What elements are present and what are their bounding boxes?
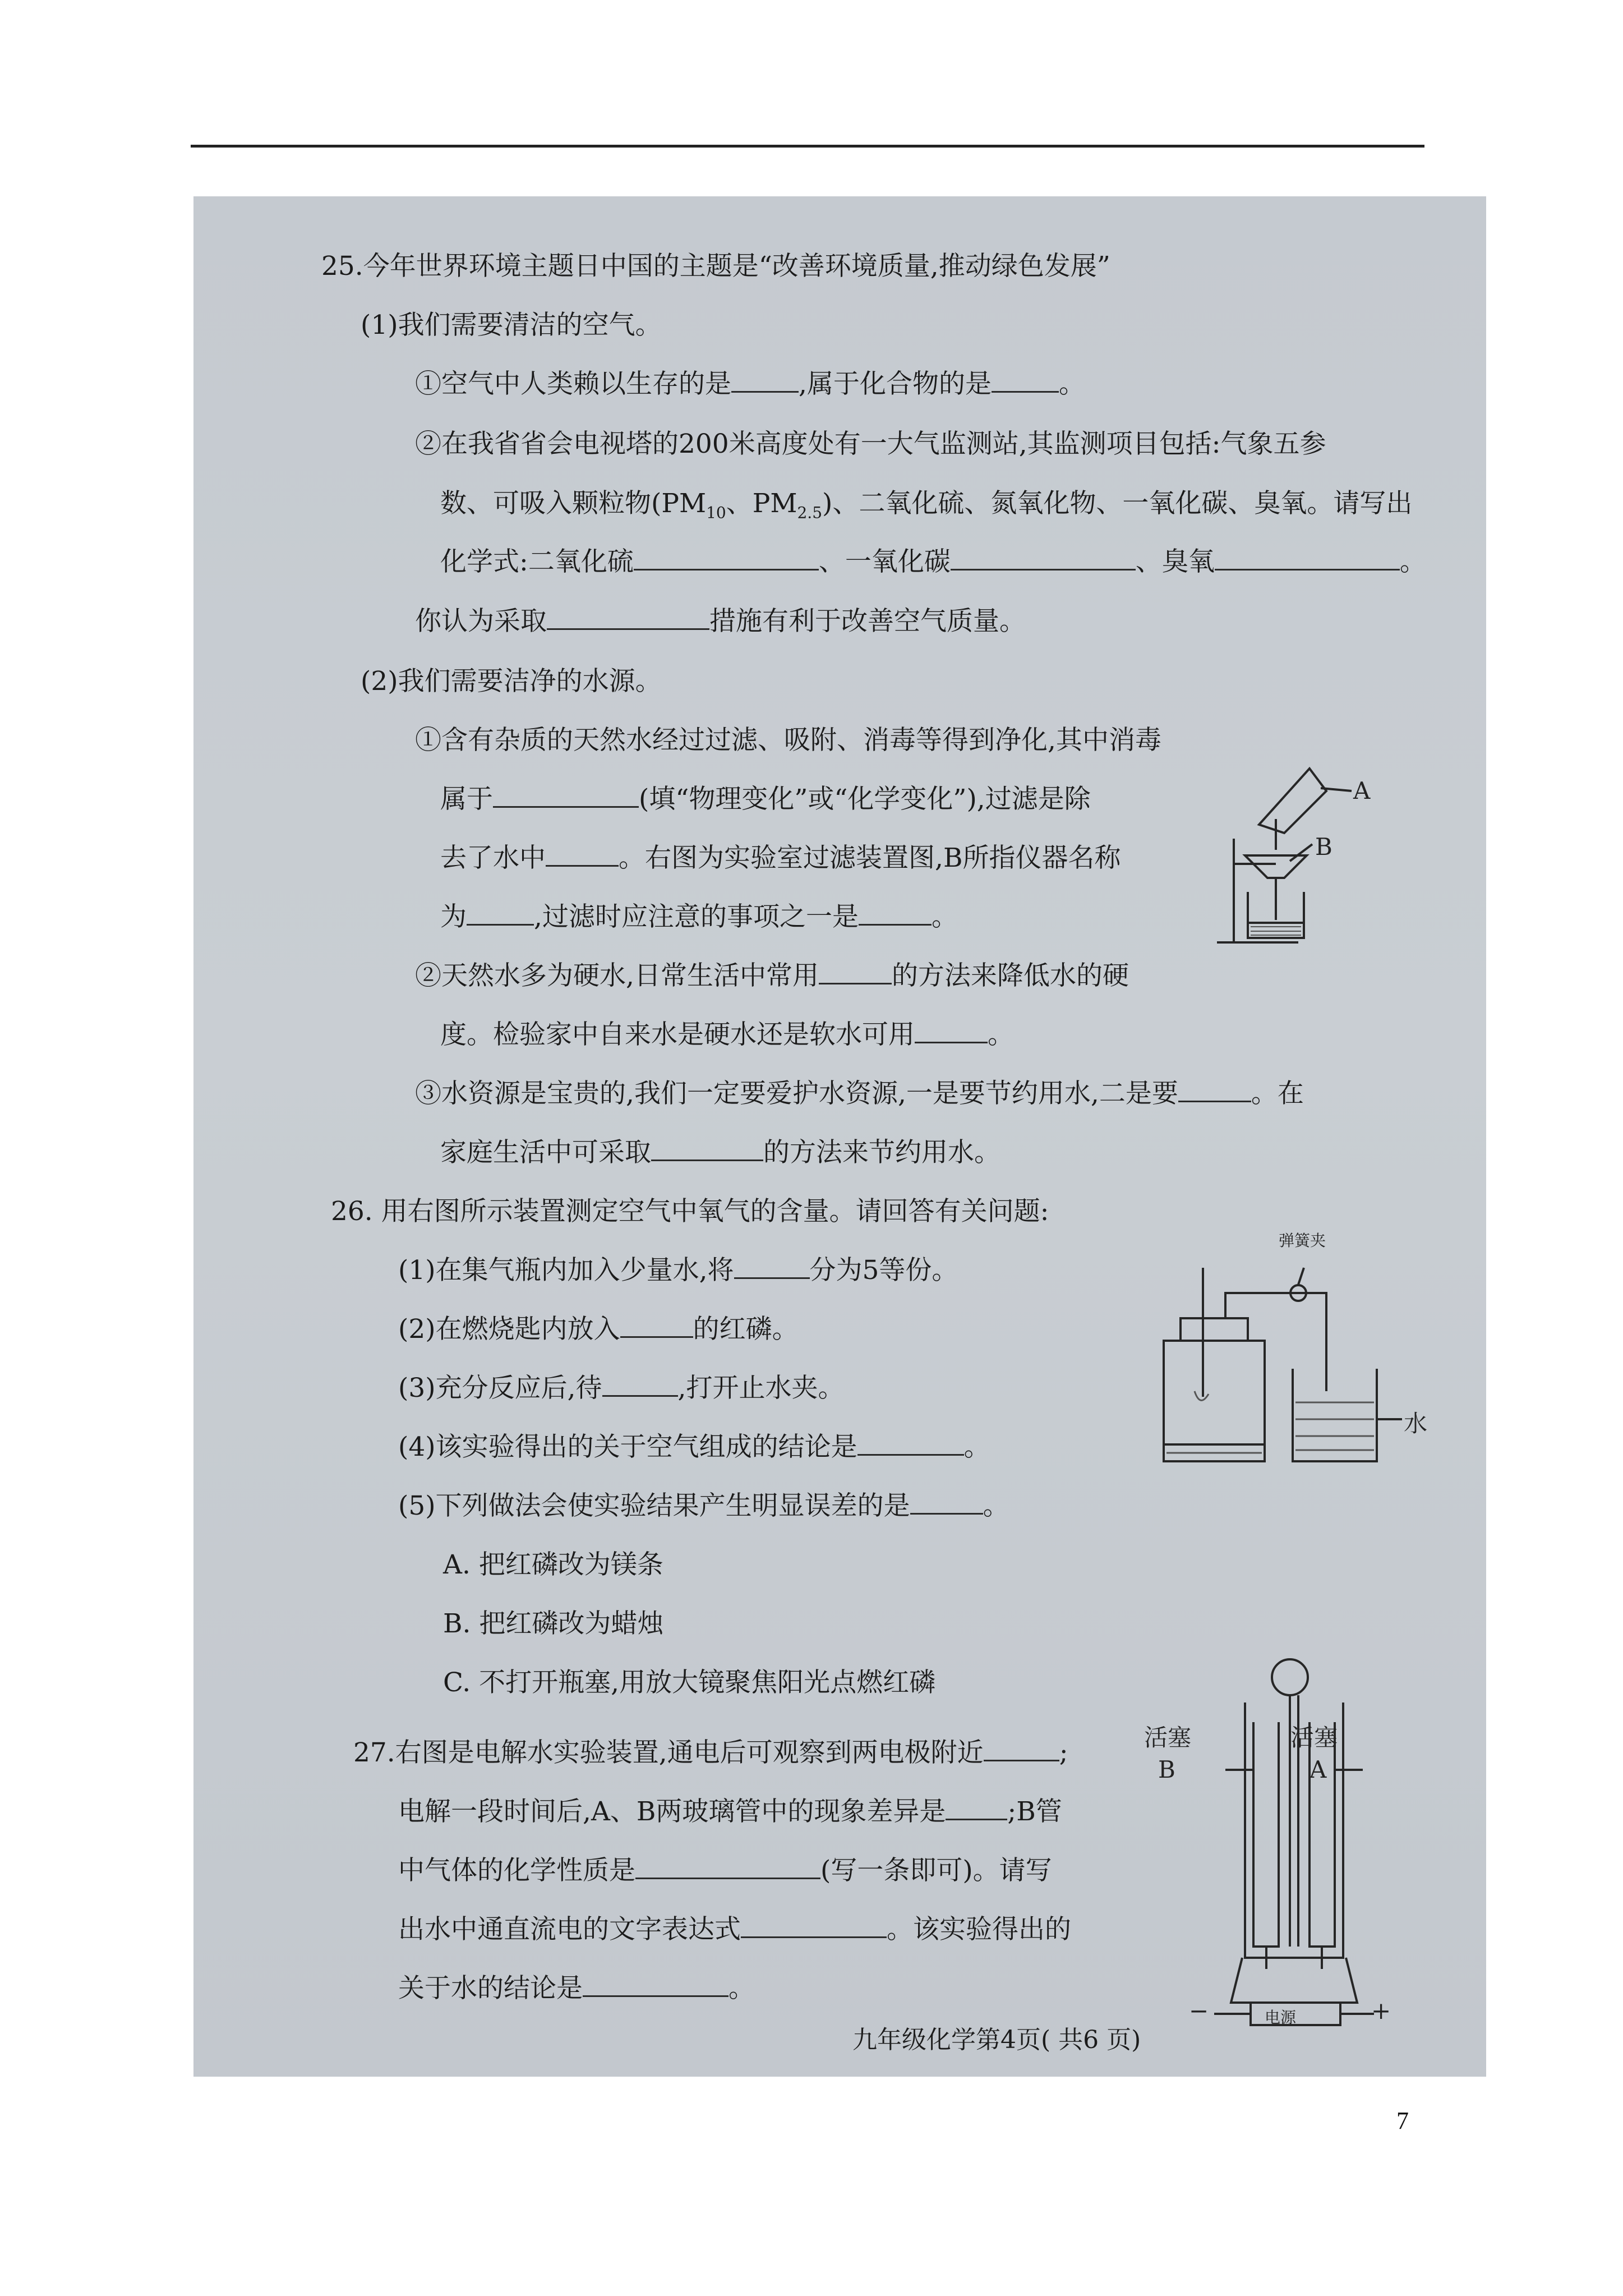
answer-blank[interactable]: [946, 1796, 1007, 1820]
answer-blank[interactable]: [635, 1855, 820, 1879]
q26-s4: (4)该实验得出的关于空气组成的结论是 。: [398, 1432, 990, 1462]
spring-clip-label: 弹簧夹: [1279, 1231, 1326, 1250]
answer-blank[interactable]: [467, 901, 534, 926]
q27-line3: 中气体的化学性质是 (写一条即可)。请写: [398, 1855, 1052, 1886]
filter-label-b: B: [1315, 833, 1332, 861]
q25-p2-item2-line2: 度。检验家中自来水是硬水还是软水可用 。: [440, 1019, 1014, 1050]
q25-p2-item1-line1: ①含有杂质的天然水经过过滤、吸附、消毒等得到净化,其中消毒: [415, 725, 1161, 756]
q27-line1: 27.右图是电解水实验装置,通电后可观察到两电极附近 ;: [353, 1737, 1068, 1768]
tube-label-b: B: [1158, 1756, 1175, 1783]
q27-line5: 关于水的结论是 。: [398, 1973, 755, 2004]
q25-p2-item1-line3: 去了水中 。右图为实验室过滤装置图,B所指仪器名称: [440, 843, 1121, 873]
answer-blank[interactable]: [634, 546, 819, 570]
answer-blank[interactable]: [741, 1914, 887, 1938]
q26-option-a: A. 把红磷改为镁条: [443, 1549, 663, 1580]
q26-s2: (2)在燃烧匙内放入 的红磷。: [398, 1314, 799, 1345]
answer-blank[interactable]: [583, 1973, 728, 1997]
answer-blank[interactable]: [493, 784, 639, 808]
answer-blank[interactable]: [859, 901, 932, 926]
q25-p1-item2-line4: 你认为采取 措施有利于改善空气质量。: [415, 606, 1026, 637]
q26-option-b: B. 把红磷改为蜡烛: [443, 1608, 664, 1639]
q25-p2-item1-line4: 为 ,过滤时应注意的事项之一是 。: [440, 901, 958, 932]
q25-title: 25.今年世界环境主题日中国的主题是“改善环境质量,推动绿色发展”: [321, 251, 1110, 282]
valve-label-right: 活塞: [1290, 1724, 1338, 1751]
q27-line2: 电解一段时间后,A、B两玻璃管中的现象差异是 ;B管: [398, 1796, 1062, 1827]
q25-p2-item3-line2: 家庭生活中可采取 的方法来节约用水。: [440, 1137, 1000, 1168]
electrolysis-apparatus-figure: [1192, 1655, 1394, 2047]
q25-p1-item2-line1: ②在我省省会电视塔的200米高度处有一大气监测站,其监测项目包括:气象五参: [415, 429, 1326, 459]
answer-blank[interactable]: [651, 1137, 763, 1161]
q26-s3: (3)充分反应后,待 ,打开止水夹。: [398, 1373, 845, 1404]
answer-blank[interactable]: [992, 369, 1059, 393]
filter-label-a: A: [1353, 777, 1371, 804]
answer-blank[interactable]: [857, 1432, 964, 1456]
q25-p2-item2-line1: ②天然水多为硬水,日常生活中常用 的方法来降低水的硬: [415, 960, 1129, 991]
q25-p1-item2-line3: 化学式:二氧化硫 、一氧化碳 、臭氧 。: [440, 546, 1426, 577]
q26-s1: (1)在集气瓶内加入少量水,将 分为5等份。: [398, 1255, 958, 1286]
answer-blank[interactable]: [951, 546, 1136, 570]
page-number: 7: [1396, 2107, 1409, 2134]
q25-p2-item1-line2: 属于 (填“物理变化”或“化学变化”),过滤是除: [440, 784, 1091, 815]
q25-p1-item2-line2: 数、可吸入颗粒物($PM_{10}$、$PM_{2.5}$)、二氧化硫、氮氧化物、一氧化碳、臭氧。请写出: [440, 488, 1413, 522]
answer-blank[interactable]: [734, 1255, 810, 1279]
answer-blank[interactable]: [1178, 1078, 1251, 1102]
q25-p1-item1: ①空气中人类赖以生存的是 ,属于化合物的是 。: [415, 369, 1085, 399]
q26-option-c: C. 不打开瓶塞,用放大镜聚焦阳光点燃红磷: [443, 1667, 936, 1698]
q27-line4: 出水中通直流电的文字表达式 。该实验得出的: [398, 1914, 1071, 1945]
filtration-apparatus-figure: [1192, 757, 1371, 959]
answer-blank[interactable]: [547, 606, 709, 630]
oxygen-measurement-figure: [1141, 1251, 1433, 1475]
answer-blank[interactable]: [1215, 546, 1400, 570]
q25-part2: (2)我们需要洁净的水源。: [361, 666, 662, 697]
q26-s5: (5)下列做法会使实验结果产生明显误差的是 。: [398, 1490, 1009, 1521]
valve-label-left: 活塞: [1144, 1724, 1192, 1751]
q25-p2-item3-line1: ③水资源是宝贵的,我们一定要爱护水资源,一是要节约用水,二是要 。在: [415, 1078, 1304, 1109]
q26-title: 26. 用右图所示装置测定空气中氧气的含量。请回答有关问题:: [331, 1196, 1049, 1227]
positive-terminal-label: +: [1371, 1997, 1391, 2024]
q25-part1: (1)我们需要清洁的空气。: [361, 310, 662, 341]
answer-blank[interactable]: [984, 1737, 1059, 1761]
answer-blank[interactable]: [546, 843, 619, 867]
answer-blank[interactable]: [819, 960, 892, 984]
negative-terminal-label: −: [1189, 1997, 1209, 2024]
answer-blank[interactable]: [915, 1019, 988, 1043]
answer-blank[interactable]: [910, 1490, 983, 1515]
exam-page-photo: [193, 196, 1486, 2077]
answer-blank[interactable]: [602, 1373, 678, 1397]
tube-label-a: A: [1310, 1756, 1327, 1783]
water-label: 水: [1404, 1410, 1428, 1437]
power-supply-label: 电源: [1265, 2008, 1297, 2027]
answer-blank[interactable]: [620, 1314, 693, 1338]
exam-page-footer: 九年级化学第4页( 共6 页): [852, 2026, 1141, 2054]
top-rule: [191, 145, 1424, 148]
answer-blank[interactable]: [731, 369, 799, 393]
